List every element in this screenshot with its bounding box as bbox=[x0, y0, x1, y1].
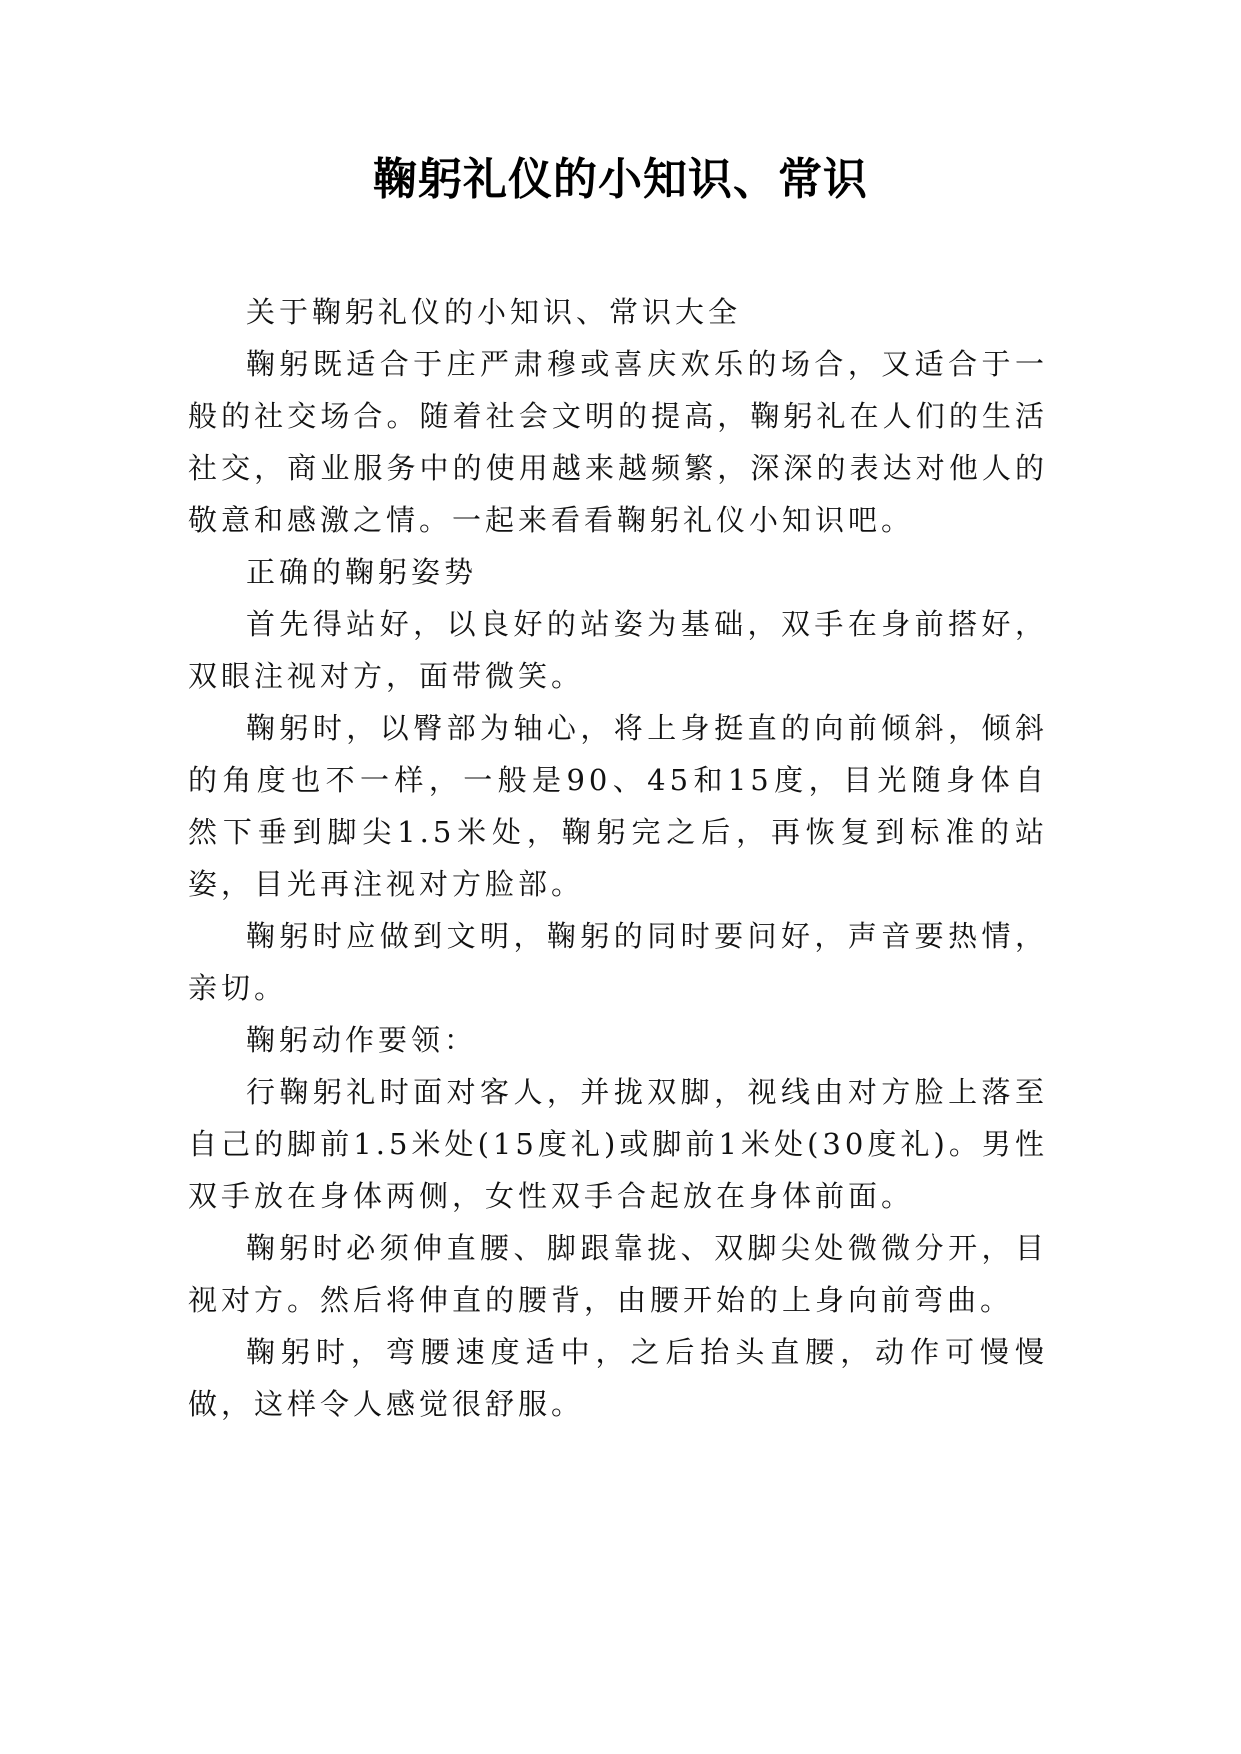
paragraph: 鞠躬既适合于庄严肃穆或喜庆欢乐的场合，又适合于一般的社交场合。随着社会文明的提高，鞠躬礼在人们的生活社交，商业服务中的使用越来越频繁，深深的表达对他人的敬意和感激之情。一起来看看鞠躬礼仪小知识吧。 bbox=[188, 347, 1048, 537]
paragraph: 首先得站好，以良好的站姿为基础，双手在身前搭好，双眼注视对方，面带微笑。 bbox=[188, 607, 1048, 693]
section-heading-posture: 正确的鞠躬姿势 bbox=[246, 555, 478, 589]
document-body bbox=[188, 286, 1048, 1430]
section-heading-essentials: 鞠躬动作要领： bbox=[246, 1023, 478, 1057]
document-title: 鞠躬礼仪的小知识、常识 bbox=[373, 154, 868, 205]
paragraph: 鞠躬时应做到文明，鞠躬的同时要问好，声音要热情，亲切。 bbox=[188, 919, 1048, 1005]
paragraph-intro-heading: 关于鞠躬礼仪的小知识、常识大全 bbox=[246, 295, 742, 329]
paragraph: 鞠躬时，以臀部为轴心，将上身挺直的向前倾斜，倾斜的角度也不一样，一般是90、45和15度，目光随身体自然下垂到脚尖1.5米处，鞠躬完之后，再恢复到标准的站姿，目光再注视对方脸部。 bbox=[188, 711, 1048, 901]
paragraph: 鞠躬时必须伸直腰、脚跟靠拢、双脚尖处微微分开，目视对方。然后将伸直的腰背，由腰开始的上身向前弯曲。 bbox=[188, 1231, 1048, 1317]
paragraph: 行鞠躬礼时面对客人，并拢双脚，视线由对方脸上落至自己的脚前1.5米处(15度礼)或脚前1米处(30度礼)。男性双手放在身体两侧，女性双手合起放在身体前面。 bbox=[188, 1075, 1048, 1213]
paragraph: 鞠躬时，弯腰速度适中，之后抬头直腰，动作可慢慢做，这样令人感觉很舒服。 bbox=[188, 1335, 1048, 1421]
